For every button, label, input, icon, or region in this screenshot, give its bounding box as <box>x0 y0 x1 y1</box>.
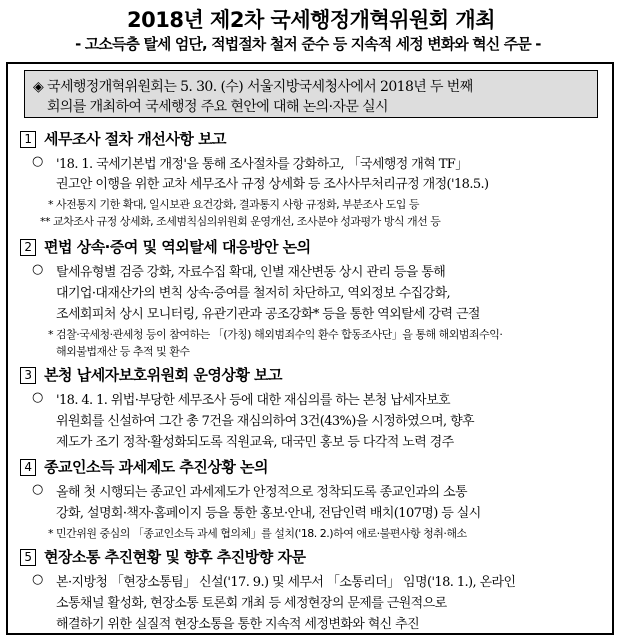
section-1-heading: 1 세무조사 절차 개선사항 보고 <box>20 128 226 149</box>
summary-line-2: 회의를 개최하여 국세행정 주요 현안에 대해 논의·자문 실시 <box>47 99 388 115</box>
section-5-heading: 5 현장소통 추진현황 및 향후 추진방향 자문 <box>20 546 305 567</box>
section-2-note: * 검찰·국세청·관세청 등이 참여하는 「(가칭) 해외범죄수익 환수 합동조사단」을 통해 해외범죄수익· <box>48 328 503 341</box>
section-1-text-line: '18. 1. 국세기본법 개정'을 통해 조사절차를 강화하고, 「국세행정 개혁 TF」 <box>56 157 468 172</box>
section-4-text-line: 올해 첫 시행되는 종교인 과세제도가 안정적으로 정착되도록 종교인과의 소통 <box>56 485 467 500</box>
section-1-note: ** 교차조사 규정 상세화, 조세범칙심의위원회 운영개선, 조사분야 성과평가 방식 개선 등 <box>40 215 441 228</box>
section-number-box: 3 <box>20 367 36 384</box>
section-2-heading: 2 편법 상속·증여 및 역외탈세 대응방안 논의 <box>20 236 311 257</box>
section-4-text-line: 강화, 설명회·책자·홈페이지 등을 통한 홍보·안내, 전담인력 배치(107명) 등 실시 <box>56 506 481 521</box>
diamond-icon: ◈ <box>33 79 44 95</box>
section-number-box: 2 <box>20 239 36 256</box>
page-subtitle: - 고소득층 탈세 엄단, 적법절차 철저 준수 등 지속적 세정 변화와 혁신 주문 - <box>75 35 541 53</box>
section-2-text-line: 탈세유형별 검증 강화, 자료수집 확대, 인별 재산변동 상시 관리 등을 통해 <box>56 265 446 280</box>
section-4-note: * 민간위원 중심의 「종교인소득 과세 협의체」를 설치('18. 2.)하여 애로·불편사항 청취·해소 <box>48 527 467 540</box>
section-1-note: * 사전통지 기한 확대, 일시보관 요건강화, 결과통지 사항 규정화, 부분조사 도입 등 <box>48 198 419 211</box>
page-title: 2018년 제2차 국세행정개혁위원회 개최 <box>127 8 495 32</box>
circle-bullet-icon: ○ <box>32 572 44 587</box>
section-number-box: 1 <box>20 131 36 148</box>
section-5-text-line: 본·지방청 「현장소통팀」 신설('17. 9.) 및 세무서 「소통리더」 임명('18. 1.), 온라인 <box>56 575 516 590</box>
section-2-text-line: 조세회피처 상시 모니터링, 유관기관과 공조강화* 등을 통한 역외탈세 강력 근절 <box>56 307 480 322</box>
section-3-text-line: 위원회를 신설하여 그간 총 7건을 재심의하여 3건(43%)을 시정하였으며, 향후 <box>56 414 474 429</box>
section-2-note: 해외불법재산 등 추적 및 환수 <box>56 345 190 358</box>
circle-bullet-icon: ○ <box>32 262 44 277</box>
section-number-box: 5 <box>20 549 36 566</box>
section-4-heading: 4 종교인소득 과세제도 추진상황 논의 <box>20 456 268 477</box>
summary-box <box>24 70 598 118</box>
section-5-text-line: 소통채널 활성화, 현장소통 토론회 개최 등 세정현장의 문제를 근원적으로 <box>56 596 447 611</box>
section-2-text-line: 대기업·대재산가의 변칙 상속·증여를 철저히 차단하고, 역외정보 수집강화, <box>56 286 451 301</box>
section-3-text-line: 제도가 조기 정착·활성화되도록 직원교육, 대국민 홍보 등 다각적 노력 경주 <box>56 435 454 450</box>
section-5-text-line: 해결하기 위한 실질적 현장소통을 통한 지속적 세정변화와 혁신 추진 <box>56 617 420 632</box>
circle-bullet-icon: ○ <box>32 154 44 169</box>
section-number-box: 4 <box>20 459 36 476</box>
circle-bullet-icon: ○ <box>32 390 44 405</box>
summary-line-1: ◈ 국세행정개혁위원회는 5. 30. (수) 서울지방국세청사에서 2018년 두 번째 <box>33 79 473 95</box>
section-3-heading: 3 본청 납세자보호위원회 운영상황 보고 <box>20 364 282 385</box>
section-1-text-line: 권고안 이행을 위한 교차 세무조사 규정 상세화 등 조사사무처리규정 개정('18.5.) <box>56 177 489 192</box>
section-3-text-line: '18. 4. 1. 위법·부당한 세무조사 등에 대한 재심의를 하는 본청 납세자보호 <box>56 393 451 408</box>
circle-bullet-icon: ○ <box>32 482 44 497</box>
